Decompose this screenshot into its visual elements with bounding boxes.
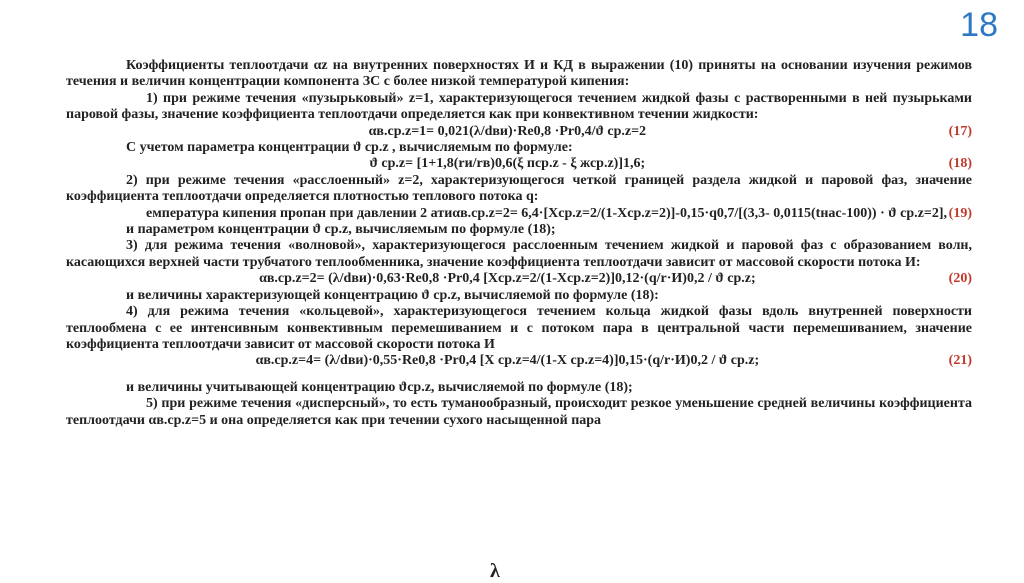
paragraph-concentration-param: и параметром концентрации ϑ ср.z, вычисляемым по формуле (18); xyxy=(126,222,556,238)
paragraph-concentration-value: и величины характеризующей концентрацию ϑ ср.z, вычисляемой по формуле (18): xyxy=(126,287,659,303)
equation-21-number: (21) xyxy=(948,353,972,369)
paragraph-concentration: С учетом параметра концентрации ϑ ср.z , вычисляемым по формуле: xyxy=(126,140,573,156)
paragraph-dispersed-regime: 5) при режиме течения «дисперсный», то есть туманообразный, происходит резкое уменьшение средней величины коэффициента теплоотдачи αв.ср.z=5 и она определяется как при течении сухого насыщенной пара xyxy=(66,396,972,428)
equation-20-formula: αв.ср.z=2= (λ/dви)·0,63·Re0,8 ·Pr0,4 [Xср.z=2/(1-Xср.z=2)]0,12·(q/r·И)0,2 / ϑ ср.z; xyxy=(259,271,756,287)
equation-18-number: (18) xyxy=(948,156,972,172)
equation-20-number: (20) xyxy=(948,271,972,287)
equation-21 xyxy=(66,353,972,369)
paragraph-stratified-regime: 2) при режиме течения «расслоенный» z=2, характеризующегося четкой границей раздела жидкой и паровой фаз, значение коэффициента теплоотдачи определяется плотностью теплового потока q: xyxy=(66,172,972,205)
paragraph-annular-regime: 4) для режима течения «кольцевой», характеризующегося течением кольца жидкой фазы вдоль внутренней поверхности теплообмена с ее интенсивным конвективным перемешиванием и с потоком пара в центральной части перемешиванием, значение коэффициента теплоотдачи зависит от массовой скорости потока И xyxy=(66,304,972,352)
page-number: 18 xyxy=(960,6,998,44)
paragraph-concentration-note: и величины учитывающей концентрацию ϑср.z, вычисляемой по формуле (18); xyxy=(126,379,633,395)
equation-20 xyxy=(66,271,972,287)
equation-19 xyxy=(66,206,972,222)
paragraph-intro: Коэффициенты теплоотдачи αz на внутренних поверхностях И и КД в выражении (10) приняты на основании изучения режимов течения и величин концентрации компонента ЗС с более низкой температурой кипения: xyxy=(66,58,972,90)
paragraph-bubble-regime: 1) при режиме течения «пузырьковый» z=1, характеризующегося течением жидкой фазы с растворенными в ней пузырьками паровой фазы, значение коэффициента теплоотдачи определяется как при конвективном течении жидкости: xyxy=(66,90,972,123)
equation-17-formula: αв.ср.z=1= 0,021(λ/dви)·Re0,8 ·Pr0,4/ϑ ср.z=2 xyxy=(368,123,647,139)
equation-21-formula: αв.ср.z=4= (λ/dви)·0,55·Re0,8 ·Pr0,4 [X ср.z=4/(1-X ср.z=4)]0,15·(q/r·И)0,2 / ϑ ср.z; xyxy=(255,353,760,369)
equation-19-formula: емпература кипения пропан при давлении 2 атиαв.ср.z=2= 6,4·[Xср.z=2/(1-Xср.z=2)]-0,15·q0,7/[(3,3- 0,0115(tнас-100)) · ϑ ср.z=2], xyxy=(146,205,948,221)
equation-18 xyxy=(66,156,972,172)
equation-17-number: (17) xyxy=(948,123,972,139)
cutoff-formula-lambda: λ xyxy=(490,560,500,582)
equation-18-formula: ϑ ср.z= [1+1,8(rи/rв)0,6(ξ пср.z - ξ жср.z)]1,6; xyxy=(369,156,646,172)
equation-17 xyxy=(66,124,972,140)
equation-19-number: (19) xyxy=(948,205,972,221)
document-body xyxy=(66,58,972,429)
paragraph-wave-regime: 3) для режима течения «волновой», характеризующегося расслоенным течением жидкой и паровой фаз с образованием волн, касающихся верхней части трубчатого теплообменника, значение коэффициента теплоотдачи зависит от массовой скорости потока И: xyxy=(66,238,972,270)
